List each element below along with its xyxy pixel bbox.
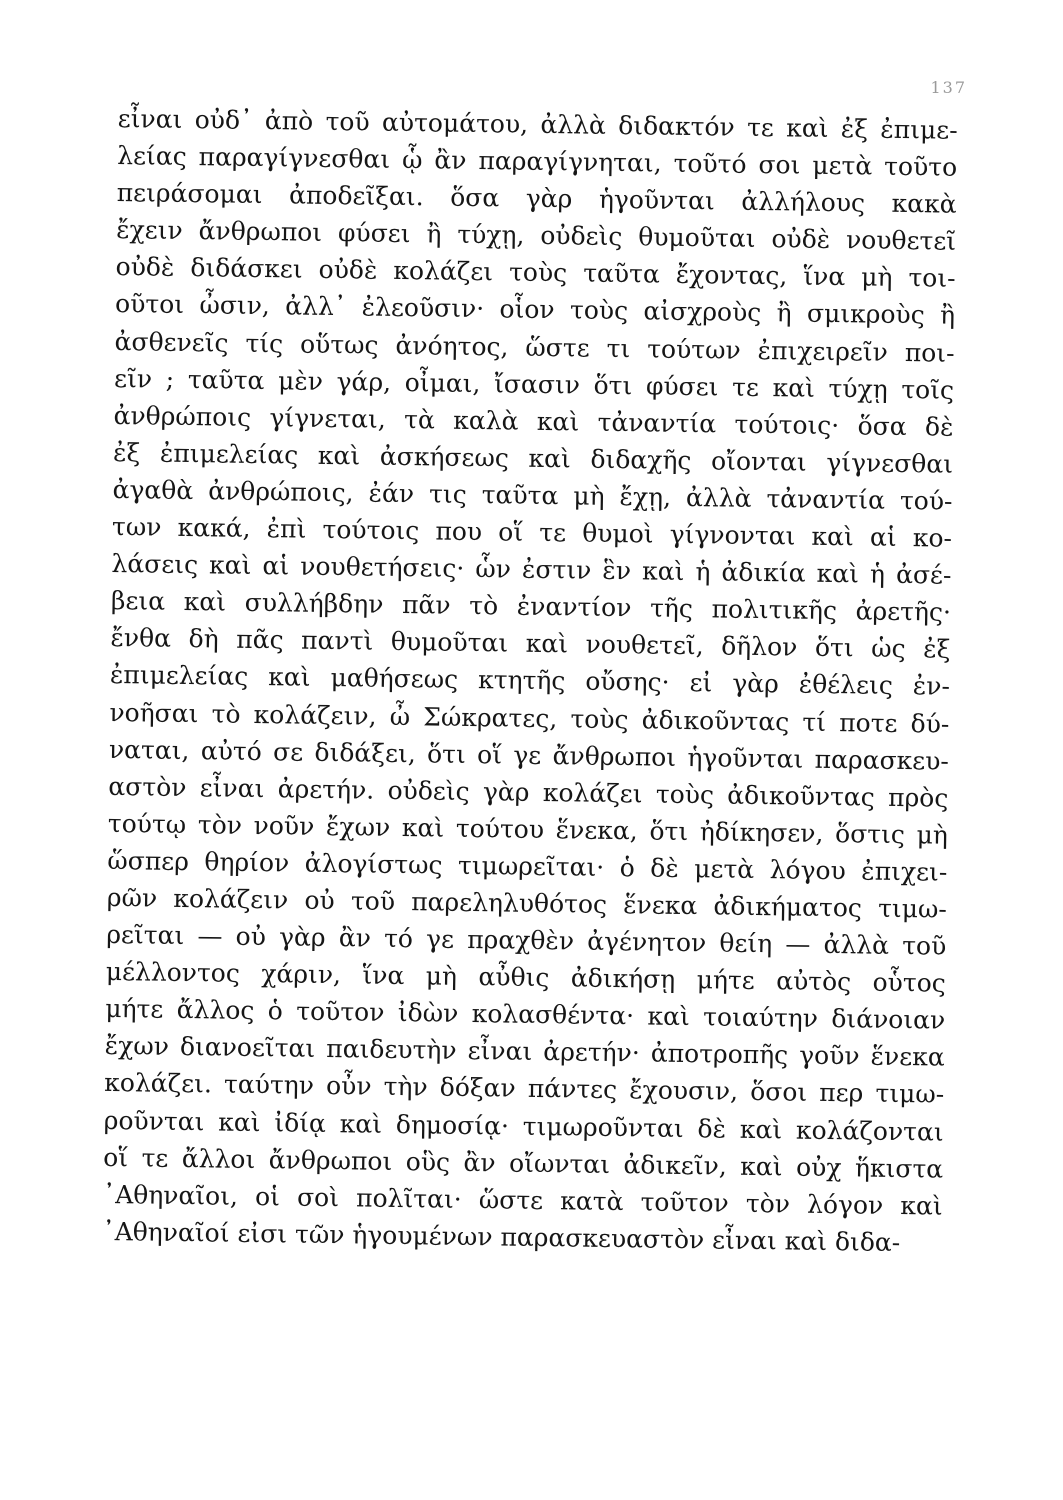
text-line: μήτε ἄλλος ὁ τοῦτον ἰδὼν κολασθέντα· καὶ τοιαύτην διάνοιαν bbox=[105, 994, 946, 1035]
text-line: ἀσθενεῖς τίς οὕτως ἀνόητος, ὥστε τι τούτων ἐπιχειρεῖν ποι- bbox=[114, 326, 955, 368]
text-line: λείας παραγίγνεσθαι ᾧ ἂν παραγίγνηται, τοῦτό σοι μετὰ τοῦτο bbox=[117, 141, 958, 182]
text-line: ρῶν κολάζειν οὐ τοῦ παρεληλυθότος ἕνεκα ἀδικήματος τιμω- bbox=[106, 882, 947, 924]
text-line: οὐδὲ διδάσκει οὐδὲ κολάζει τοὺς ταῦτα ἔχοντας, ἵνα μὴ τοι- bbox=[115, 252, 956, 294]
text-line: βεια καὶ συλλήβδην πᾶν τὸ ἐναντίον τῆς πολιτικῆς ἀρετῆς· bbox=[110, 586, 952, 627]
text-line: νοῆσαι τὸ κολάζειν, ὦ Σώκρατες, τοὺς ἀδικοῦντας τί ποτε δύ- bbox=[109, 697, 950, 739]
text-line: ἐπιμελείας καὶ μαθήσεως κτητῆς οὔσης· εἰ γὰρ ἐθέλεις ἐν- bbox=[109, 660, 951, 702]
text-line: ὥσπερ θηρίον ἀλογίστως τιμωρεῖται· ὁ δὲ μετὰ λόγου ἐπιχει- bbox=[107, 845, 948, 887]
text-line: ροῦνται καὶ ἰδίᾳ καὶ δημοσίᾳ· τιμωροῦνται δὲ καὶ κολάζονται bbox=[103, 1105, 944, 1147]
text-line: ᾽Αθηναῖοι, οἱ σοὶ πολῖται· ὥστε κατὰ τοῦτον τὸν λόγον καὶ bbox=[102, 1179, 943, 1221]
text-line: ἀγαθὰ ἀνθρώποις, ἐάν τις ταῦτα μὴ ἔχῃ, ἀλλὰ τἀναντία τού- bbox=[112, 474, 953, 516]
text-line: ναται, αὐτό σε διδάξει, ὅτι οἵ γε ἄνθρωποι ἡγοῦνται παρασκευ- bbox=[108, 734, 950, 776]
text-line: εἶναι οὐδ᾽ ἀπὸ τοῦ αὐτομάτου, ἀλλὰ διδακτόν τε καὶ ἐξ ἐπιμε- bbox=[117, 103, 958, 145]
text-line: των κακά, ἐπὶ τούτοις που οἵ τε θυμοὶ γίγνονται καὶ αἱ κο- bbox=[111, 511, 953, 553]
text-line: λάσεις καὶ αἱ νουθετήσεις· ὧν ἐστιν ἓν καὶ ἡ ἀδικία καὶ ἡ ἀσέ- bbox=[111, 549, 952, 590]
greek-text-body bbox=[102, 100, 958, 1262]
text-line: μέλλοντος χάριν, ἵνα μὴ αὖθις ἀδικήσῃ μήτε αὐτὸς οὗτος bbox=[105, 957, 946, 998]
text-line: ἔχων διανοεῖται παιδευτὴν εἶναι ἀρετήν· ἀποτροπῆς γοῦν ἕνεκα bbox=[104, 1031, 945, 1072]
text-line: ἀνθρώποις γίγνεται, τὰ καλὰ καὶ τἀναντία τούτοις· ὅσα δὲ bbox=[113, 400, 954, 442]
text-line: ἐξ ἐπιμελείας καὶ ἀσκήσεως καὶ διδαχῆς οἴονται γίγνεσθαι bbox=[112, 437, 954, 479]
text-line: τούτῳ τὸν νοῦν ἔχων καὶ τούτου ἕνεκα, ὅτι ἠδίκησεν, ὅστις μὴ bbox=[107, 808, 949, 850]
text-line: οἵ τε ἄλλοι ἄνθρωποι οὓς ἂν οἴωνται ἀδικεῖν, καὶ οὐχ ἥκιστα bbox=[103, 1142, 944, 1184]
text-line: ᾽Αθηναῖοί εἰσι τῶν ἡγουμένων παρασκευαστὸν εἶναι καὶ διδα- bbox=[102, 1216, 901, 1257]
text-line: εῖν ; ταῦτα μὲν γάρ, οἶμαι, ἴσασιν ὅτι φύσει τε καὶ τύχῃ τοῖς bbox=[113, 363, 955, 405]
text-line: αστὸν εἶναι ἀρετήν. οὐδεὶς γὰρ κολάζει τοὺς ἀδικοῦντας πρὸς bbox=[108, 771, 949, 813]
text-line: ἔνθα δὴ πᾶς παντὶ θυμοῦται καὶ νουθετεῖ, δῆλον ὅτι ὡς ἐξ bbox=[110, 623, 951, 664]
page-number: 137 bbox=[930, 78, 967, 97]
text-line: ἔχειν ἄνθρωποι φύσει ἢ τύχῃ, οὐδεὶς θυμοῦται οὐδὲ νουθετεῖ bbox=[115, 215, 957, 256]
text-line: κολάζει. ταύτην οὖν τὴν δόξαν πάντες ἔχουσιν, ὅσοι περ τιμω- bbox=[104, 1068, 945, 1110]
text-line: πειράσομαι ἀποδεῖξαι. ὅσα γὰρ ἡγοῦνται ἀλλήλους κακὰ bbox=[116, 178, 957, 219]
text-line: ρεῖται — οὐ γὰρ ἂν τό γε πραχθὲν ἀγένητον θείη — ἀλλὰ τοῦ bbox=[106, 919, 947, 961]
text-line: οῦτοι ὦσιν, ἀλλ᾽ ἐλεοῦσιν· οἷον τοὺς αἰσχροὺς ἢ σμικροὺς ἢ bbox=[114, 289, 956, 331]
